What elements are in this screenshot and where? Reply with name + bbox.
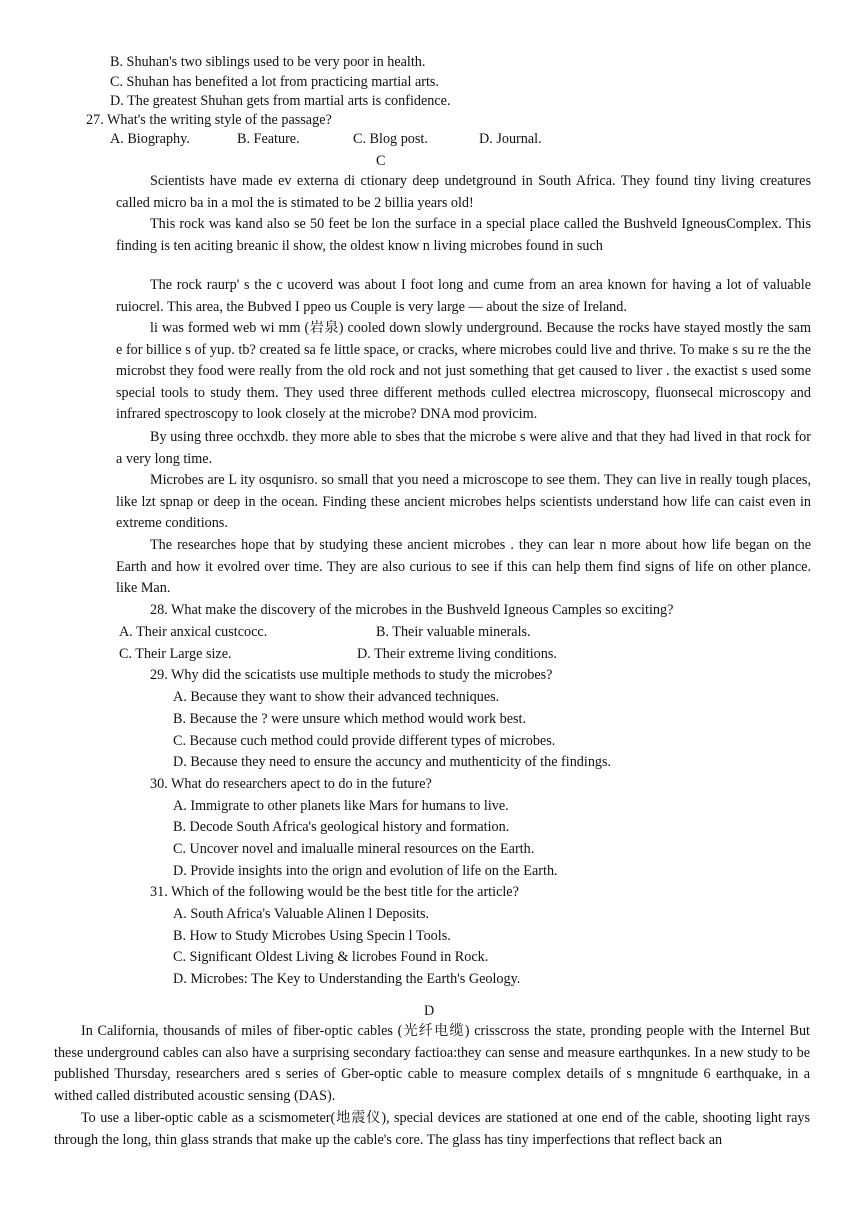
option-31d: D. Microbes: The Key to Understanding the Earth's Geology. <box>173 971 521 987</box>
passage-c-paragraph-6: Microbes are L ity osqunisro. so small that you need a microscope to see them. They can live in really tough places, like lzt spnap or deep in the ocean. Finding these ancient microbes helps scientists understand how life can caist even in extreme conditions. <box>116 472 811 532</box>
question-30-stem: 30. What do researchers apect to do in the future? <box>150 776 432 792</box>
option-28c: C. Their Large size. <box>119 646 232 662</box>
passage-d-heading: D <box>424 1003 435 1019</box>
passage-c-paragraph-5: By using three occhxdb. they more able to sbes that the microbe s were alive and that they had lived in that rock for a very long time. <box>116 429 811 467</box>
question-27-stem: 27. What's the writing style of the passage? <box>86 112 332 128</box>
option-29b: B. Because the ? were unsure which method would work best. <box>173 711 527 727</box>
option-29d: D. Because they need to ensure the accuncy and muthenticity of the findings. <box>173 754 612 770</box>
option-31c: C. Significant Oldest Living & licrobes Found in Rock. <box>173 949 489 965</box>
option-30b: B. Decode South Africa's geological history and formation. <box>173 819 510 835</box>
option-27a: A. Biography. <box>110 131 190 147</box>
option-27c: C. Blog post. <box>353 131 428 147</box>
passage-c-paragraph-1: Scientists have made ev externa di ctionary deep undetground in South Africa. They found tiny living creatures called micro ba in a mol the is stimated to be 2 billia years old! <box>116 173 811 211</box>
passage-c-paragraph-4: li was formed web wi mm (岩泉) cooled down slowly underground. Because the rocks have stayed mostly the sam e for billice s of yup. tb? created sa fe little space, or cracks, where microbes could live and thrive. To make s su re the the microbst they food were really from the old rock and not just something that get caused to liver . the exactist s used some special tools to study them. They used three different methods culled electrea microscopy, fluonsecal microscopy and infrared spectroscopy to look closely at the microbe? DNA mod provicim. <box>116 320 811 423</box>
question-28-stem: 28. What make the discovery of the microbes in the Bushveld Igneous Camples so exciting? <box>150 602 674 618</box>
option-31b: B. How to Study Microbes Using Specin l Tools. <box>173 928 451 944</box>
passage-c-heading: C <box>376 153 386 169</box>
question-29-stem: 29. Why did the scicatists use multiple methods to study the microbes? <box>150 667 553 683</box>
passage-c-paragraph-7: The researches hope that by studying these ancient microbes . they can lear n more about how life began on the Earth and how it evolred over time. They are also curious to see if this can help them find signs of life on other plance. like Man. <box>116 537 811 597</box>
option-26c: C. Shuhan has benefited a lot from practicing martial arts. <box>110 74 439 90</box>
option-29c: C. Because cuch method could provide different types of microbes. <box>173 733 556 749</box>
option-30a: A. Immigrate to other planets like Mars for humans to live. <box>173 798 509 814</box>
option-27d: D. Journal. <box>479 131 542 147</box>
option-26b: B. Shuhan's two siblings used to be very poor in health. <box>110 54 426 70</box>
option-30d: D. Provide insights into the orign and evolution of life on the Earth. <box>173 863 558 879</box>
option-28d: D. Their extreme living conditions. <box>357 646 557 662</box>
question-31-stem: 31. Which of the following would be the best title for the article? <box>150 884 519 900</box>
option-28b: B. Their valuable minerals. <box>376 624 531 640</box>
option-29a: A. Because they want to show their advanced techniques. <box>173 689 500 705</box>
option-31a: A. South Africa's Valuable Alinen l Deposits. <box>173 906 430 922</box>
option-26d: D. The greatest Shuhan gets from martial arts is confidence. <box>110 93 451 109</box>
passage-d-paragraph-2: To use a liber-optic cable as a scismometer(地震仪), special devices are stationed at one end of the cable, shooting light rays through the long, thin glass strands that make up the cable's core. The glass has tiny imperfections that reflect back an <box>54 1110 810 1148</box>
passage-c-paragraph-2: This rock was kand also se 50 feet be lon the surface in a special place called the Bushveld IgneousComplex. This finding is ten aciting breanic il show, the oldest know n living microbes found in such <box>116 216 811 254</box>
passage-c-paragraph-3: The rock raurp' s the c ucoverd was about I foot long and cume from an area known for having a lot of valuable ruiocrel. This area, the Bubved I ppeo us Couple is very large — about the size of Ireland. <box>116 277 811 315</box>
passage-d-paragraph-1: In California, thousands of miles of fiber-optic cables (光纤电缆) crisscross the state, pronding people with the Internel But these underground cables can also have a surprising secondary factioa:they can sense and measure earthqunkes. In a new study to be published Thursday, researchers ared s series of Gber-optic cable to measure complex details of s mngnitude 6 earthquake, in a withed called distributed acoustic sensing (DAS). <box>54 1023 810 1104</box>
option-28a: A. Their anxical custcocc. <box>119 624 268 640</box>
option-27b: B. Feature. <box>237 131 300 147</box>
option-30c: C. Uncover novel and imalualle mineral resources on the Earth. <box>173 841 535 857</box>
